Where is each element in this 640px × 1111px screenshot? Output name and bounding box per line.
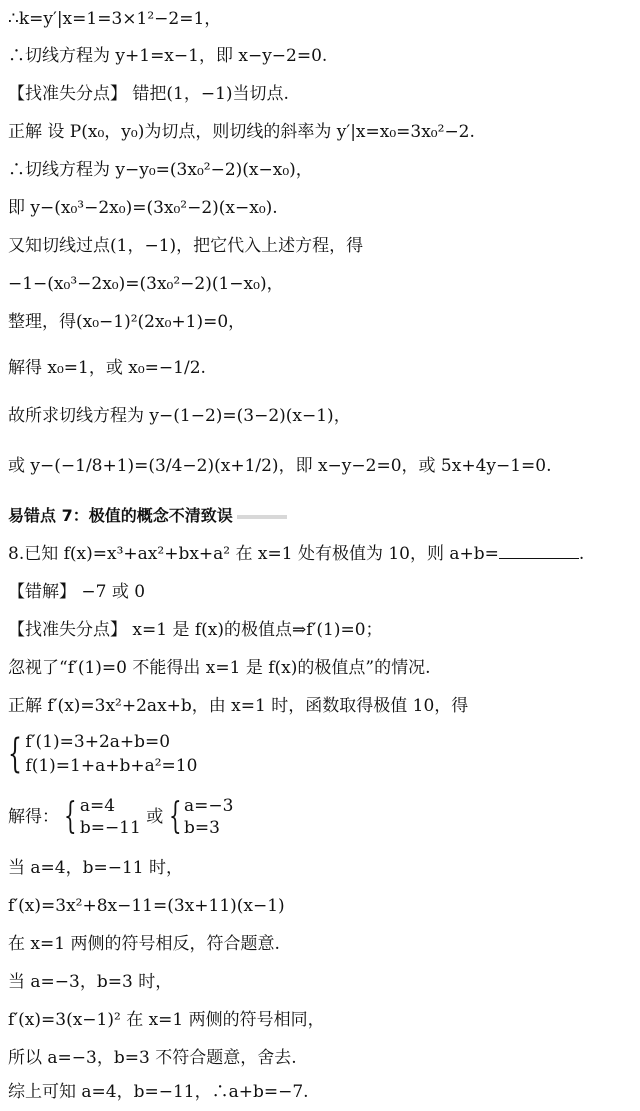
solve-label: 解得： <box>8 807 59 827</box>
text-line: 当 a=−3，b=3 时， <box>8 972 173 992</box>
left-brace: { <box>168 796 182 837</box>
left-brace: { <box>8 731 22 777</box>
text-line: 解得 x₀=1，或 x₀=−1/2. <box>8 358 206 378</box>
equation-stack <box>25 730 197 778</box>
question-line <box>8 543 584 565</box>
equation-system <box>8 730 197 778</box>
solution-line: b=3 <box>184 818 220 838</box>
text-line: 【错解】 −7 或 0 <box>8 582 146 602</box>
solution-systems <box>8 795 234 839</box>
text-line: 故所求切线方程为 y−(1−2)=(3−2)(x−1)， <box>8 406 351 426</box>
text-line: 当 a=4，b=−11 时， <box>8 858 184 878</box>
section-heading-text: 易错点 7：极值的概念不清致误 <box>8 506 233 525</box>
text-line: 综上可知 a=4，b=−11，∴a+b=−7. <box>8 1082 309 1102</box>
solution-a <box>80 795 141 839</box>
answer-blank <box>499 544 579 559</box>
text-line: 所以 a=−3，b=3 不符合题意，舍去. <box>8 1048 297 1068</box>
text-line: 又知切线过点(1，−1)，把它代入上述方程，得 <box>8 236 364 256</box>
solution-line: a=4 <box>79 796 116 816</box>
equation-line: f′(1)=3+2a+b=0 <box>25 732 171 752</box>
text-line: 正解 设 P(x₀，y₀)为切点，则切线的斜率为 y′|x=x₀=3x₀²−2. <box>8 122 475 142</box>
equation-line: f(1)=1+a+b+a²=10 <box>25 756 198 776</box>
question-text: 8.已知 f(x)=x³+ax²+bx+a² 在 x=1 处有极值为 10，则 a+b= <box>8 544 499 564</box>
or-text: 或 <box>146 807 164 827</box>
text-line: f′(x)=3x²+8x−11=(3x+11)(x−1) <box>8 896 285 916</box>
text-line: 在 x=1 两侧的符号相反，符合题意. <box>8 934 280 954</box>
solution-line: b=−11 <box>79 818 141 838</box>
solution-line: a=−3 <box>184 796 234 816</box>
text-line: 正解 f′(x)=3x²+2ax+b，由 x=1 时，函数取得极值 10，得 <box>8 696 469 716</box>
section-heading <box>8 505 287 527</box>
solution-b <box>184 795 233 839</box>
scan-artifact <box>237 515 287 519</box>
text-line: −1−(x₀³−2x₀)=(3x₀²−2)(1−x₀)， <box>8 274 284 294</box>
text-line: 整理，得(x₀−1)²(2x₀+1)=0， <box>8 312 246 332</box>
text-line: 或 y−(−1/8+1)=(3/4−2)(x+1/2)，即 x−y−2=0，或 5x+4y−1=0. <box>8 456 552 476</box>
text-line: 即 y−(x₀³−2x₀)=(3x₀²−2)(x−x₀). <box>8 198 278 218</box>
text-line: 忽视了“f′(1)=0 不能得出 x=1 是 f(x)的极值点”的情况. <box>8 658 431 678</box>
text-line: ∴k=y′|x=1=3×1²−2=1， <box>8 9 222 29</box>
text-line: ∴切线方程为 y−y₀=(3x₀²−2)(x−x₀)， <box>8 160 313 180</box>
text-line: ∴切线方程为 y+1=x−1，即 x−y−2=0. <box>8 46 328 66</box>
text-line: f′(x)=3(x−1)² 在 x=1 两侧的符号相同， <box>8 1010 325 1030</box>
left-brace: { <box>64 796 78 837</box>
text-line: 【找准失分点】 x=1 是 f(x)的极值点⇒f′(1)=0； <box>8 620 383 640</box>
text-line: 【找准失分点】 错把(1，−1)当切点. <box>8 84 289 104</box>
question-period: . <box>578 544 585 564</box>
